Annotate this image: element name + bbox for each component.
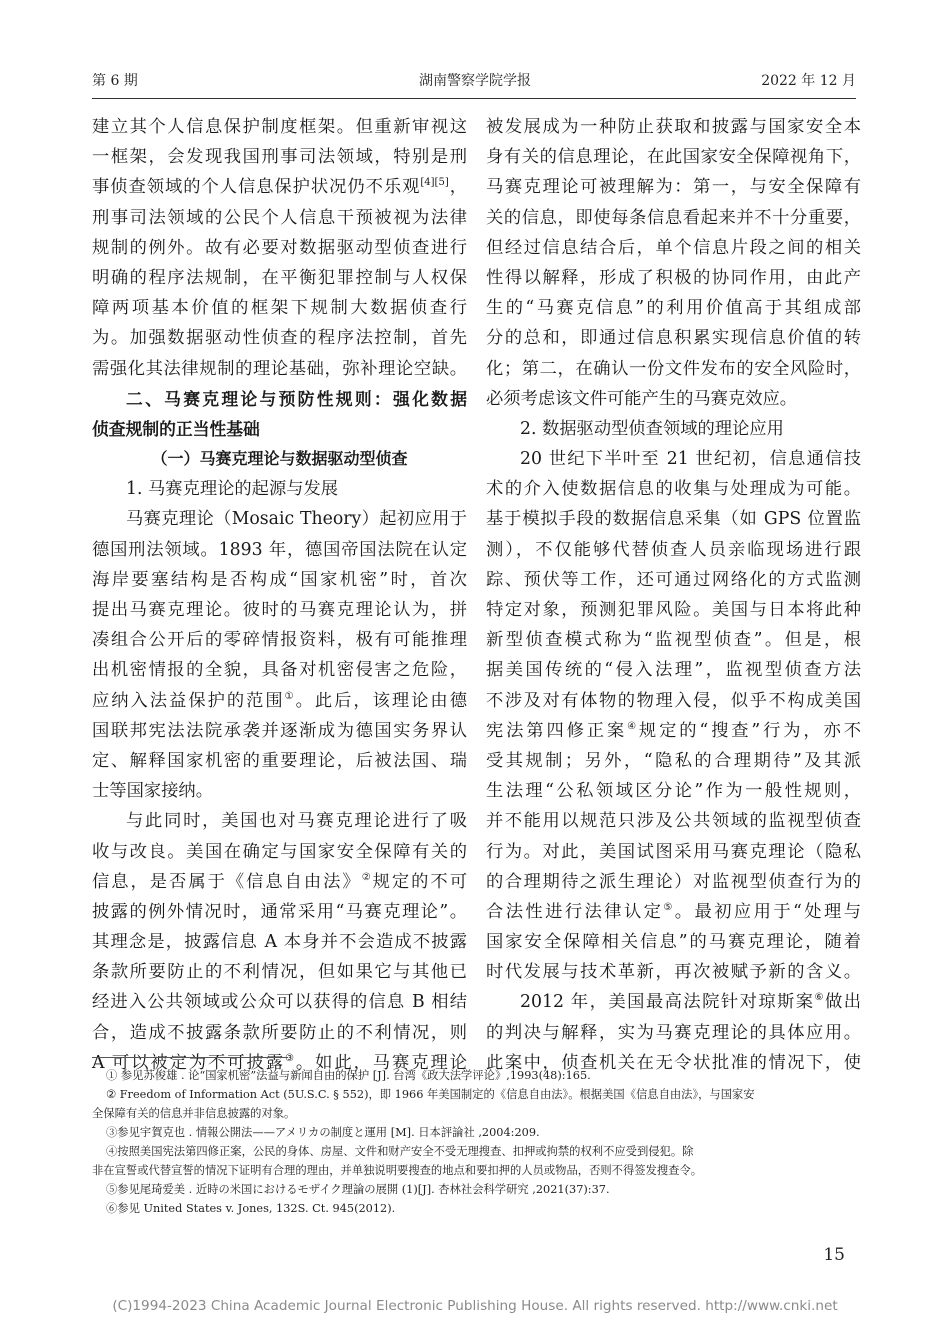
header-journal-title: 湖南警察学院学报 <box>419 73 531 89</box>
text-line: 信息，是否属于《信息自由法》②规定的不可 <box>92 871 467 892</box>
subsubsection-heading: 2. 数据驱动型侦查领域的理论应用 <box>520 418 784 439</box>
footnote: ⑥参见 United States v. Jones, 132S. Ct. 945(2012). <box>106 1202 396 1215</box>
text-line: 2012 年，美国最高法院针对琼斯案⑥做出 <box>520 992 861 1013</box>
text-line: 马赛克理论（Mosaic Theory）起初应用于 <box>126 509 467 530</box>
section-heading: 二、马赛克理论与预防性规则：强化数据 <box>126 388 467 409</box>
text-line: 合法性进行法律认定⑤。最初应用于“处理与 <box>486 901 861 922</box>
footnote: ① 参见苏俊雄 . 论“国家机密”法益与新闻自由的保护 [J]. 台湾《政大法学评论》,1993(48):165. <box>106 1069 591 1082</box>
text-line: 不涉及对有体物的物理入侵，似乎不构成美国 <box>486 690 861 711</box>
footnote: ② Freedom of Information Act (5U.S.C. § 552)，即 1966 年美国制定的《信息自由法》。根据美国《信息自由法》，与国家安 <box>106 1088 755 1101</box>
right-column <box>486 112 861 1078</box>
footnotes <box>92 1066 859 1218</box>
text-line: 新型侦查模式称为“监视型侦查”。但是，根 <box>486 630 861 651</box>
text-line: 宪法第四修正案④规定的“搜查”行为，亦不 <box>486 720 861 741</box>
text-line: 规制的例外。故有必要对数据驱动型侦查进行 <box>92 237 467 258</box>
text-line: 化；第二，在确认一份文件发布的安全风险时， <box>486 358 861 379</box>
text-line: 应纳入法益保护的范围①。此后，该理论由德 <box>92 690 467 711</box>
text-line: 必须考虑该文件可能产生的马赛克效应。 <box>486 388 798 409</box>
subsubsection-heading: 1. 马赛克理论的起源与发展 <box>126 479 339 500</box>
header-issue: 第 6 期 <box>92 73 138 89</box>
text-line: 士等国家接纳。 <box>92 781 213 802</box>
text-line: 受其规制；另外，“隐私的合理期待”及其派 <box>486 750 861 771</box>
text-line: 一框架，会发现我国刑事司法领域，特别是刑 <box>92 147 467 168</box>
text-line: 关的信息，即使每条信息看起来并不十分重要， <box>486 207 861 228</box>
text-line: 国家安全保障相关信息”的马赛克理论，随着 <box>486 932 861 953</box>
text-line: 性得以解释，形成了积极的协同作用，由此产 <box>486 267 861 288</box>
text-line: 特定对象，预测犯罪风险。美国与日本将此种 <box>486 600 861 620</box>
text-line: 术的介入使数据信息的收集与处理成为可能。 <box>486 479 861 500</box>
text-line: 时代发展与技术革新，再次被赋予新的含义。 <box>486 962 861 983</box>
text-line: 海岸要塞结构是否构成“国家机密”时，首次 <box>92 569 467 590</box>
copyright-watermark: (C)1994-2023 China Academic Journal Electronic Publishing House. All rights reserved. http://www.cnki.net <box>112 1298 838 1314</box>
text-line: 国联邦宪法法院承袭并逐渐成为德国实务界认 <box>92 720 467 741</box>
text-line: 与此同时，美国也对马赛克理论进行了吸 <box>126 811 467 832</box>
header-date: 2022 年 12 月 <box>761 73 856 89</box>
text-line: 经进入公共领域或公众可以获得的信息 B 相结 <box>92 992 467 1013</box>
text-line: 行为。对此，美国试图采用马赛克理论（隐私 <box>486 841 861 862</box>
citation-marker: ② <box>361 871 373 883</box>
text-line: 明确的程序法规制，在平衡犯罪控制与人权保 <box>92 267 467 288</box>
text-line: 身有关的信息理论，在此国家安全保障视角下， <box>486 147 861 168</box>
text-line: 其理念是，披露信息 A 本身并不会造成不披露 <box>92 932 467 953</box>
text-line: 合，造成不披露条款所要防止的不利情况，则 <box>92 1022 467 1043</box>
text-line: 踪、预伏等工作，还可通过网络化的方式监测 <box>486 569 861 590</box>
text-line: 披露的例外情况时，通常采用“马赛克理论”。 <box>92 901 467 922</box>
footnote: ④按照美国宪法第四修正案，公民的身体、房屋、文件和财产安全不受无理搜查、扣押或拘禁的权利不应受到侵犯。除 <box>106 1145 694 1158</box>
text-line: 提出马赛克理论。彼时的马赛克理论认为，拼 <box>92 600 467 620</box>
text-line: 生的“马赛克信息”的利用价值高于其组成部 <box>486 298 861 319</box>
footnote: ③参见宇賀克也 . 情報公開法——アメリカの制度と運用 [M]. 日本評論社 ,2004:209. <box>106 1126 540 1139</box>
text-line: 的判决与解释，实为马赛克理论的具体应用。 <box>486 1022 861 1043</box>
text-line: 收与改良。美国在确定与国家安全保障有关的 <box>92 841 467 862</box>
page-number: 15 <box>823 1245 845 1265</box>
text-line: 马赛克理论可被理解为：第一，与安全保障有 <box>486 177 861 198</box>
text-line: 被发展成为一种防止获取和披露与国家安全本 <box>486 117 861 137</box>
citation-marker: ④ <box>627 720 639 732</box>
text-line: 生法理“公私领域区分论”作为一般性规则， <box>486 781 861 802</box>
citation-marker: ① <box>284 690 296 702</box>
footnote: 全保障有关的信息并非信息披露的对象。 <box>92 1107 296 1120</box>
text-line: 但经过信息结合后，单个信息片段之间的相关 <box>486 237 861 258</box>
text-line: 定、解释国家机密的重要理论，后被法国、瑞 <box>92 750 467 771</box>
text-line: 据美国传统的“侵入法理”，监视型侦查方法 <box>486 660 861 681</box>
citation-marker: ⑤ <box>663 902 675 914</box>
text-line: 并不能用以规范只涉及公共领域的监视型侦查 <box>486 811 861 832</box>
text-line: 需强化其法律规制的理论基础，弥补理论空缺。 <box>92 358 467 379</box>
text-line: 德国刑法领域。1893 年，德国帝国法院在认定 <box>92 539 467 560</box>
left-column <box>92 112 467 1078</box>
citation-marker: [4][5] <box>420 177 449 189</box>
text-line: 出机密情报的全貌，具备对机密侵害之危险， <box>92 660 467 681</box>
footnote: ⑤参见尾琦爱美 . 近時の米国におけるモザイク理論の展開 (1)[J]. 杏林社会科学研究 ,2021(37):37. <box>106 1183 610 1196</box>
text-line: 刑事司法领域的公民个人信息干预被视为法律 <box>92 207 467 228</box>
text-line: 此案中，侦查机关在无令状批准的情况下，使 <box>486 1052 861 1073</box>
text-line: 的合理期待之派生理论）对监视型侦查行为的 <box>486 871 861 892</box>
text-line: 条款所要防止的不利情况，但如果它与其他已 <box>92 962 467 983</box>
header-rule <box>92 98 856 99</box>
text-line: 为。加强数据驱动性侦查的程序法控制，首先 <box>92 328 467 349</box>
text-line: 测），不仅能够代替侦查人员亲临现场进行跟 <box>486 539 861 560</box>
section-heading: 侦查规制的正当性基础 <box>92 418 260 439</box>
text-line: 事侦查领域的个人信息保护状况仍不乐观[4][5]， <box>92 177 467 198</box>
footnote: 非在宣誓或代替宣誓的情况下证明有合理的理由，并单独说明要搜查的地点和要扣押的人员或物品，否则不得签发搜查令。 <box>92 1164 703 1177</box>
text-line: 凑组合公开后的零碎情报资料，极有可能推理 <box>92 630 467 651</box>
citation-marker: ③ <box>284 1053 296 1065</box>
text-line: 20 世纪下半叶至 21 世纪初，信息通信技 <box>520 449 861 470</box>
subsection-heading: （一）马赛克理论与数据驱动型侦查 <box>151 449 408 469</box>
text-line: 基于模拟手段的数据信息采集（如 GPS 位置监 <box>486 509 861 530</box>
text-line: 分的总和，即通过信息积累实现信息价值的转 <box>486 328 861 349</box>
footnote-rule <box>92 1057 288 1058</box>
citation-marker: ⑥ <box>814 992 825 1004</box>
text-line: A 可以被定为不可披露③。如此，马赛克理论 <box>92 1052 467 1073</box>
text-line: 建立其个人信息保护制度框架。但重新审视这 <box>92 117 467 137</box>
text-line: 障两项基本价值的框架下规制大数据侦查行 <box>92 298 467 319</box>
